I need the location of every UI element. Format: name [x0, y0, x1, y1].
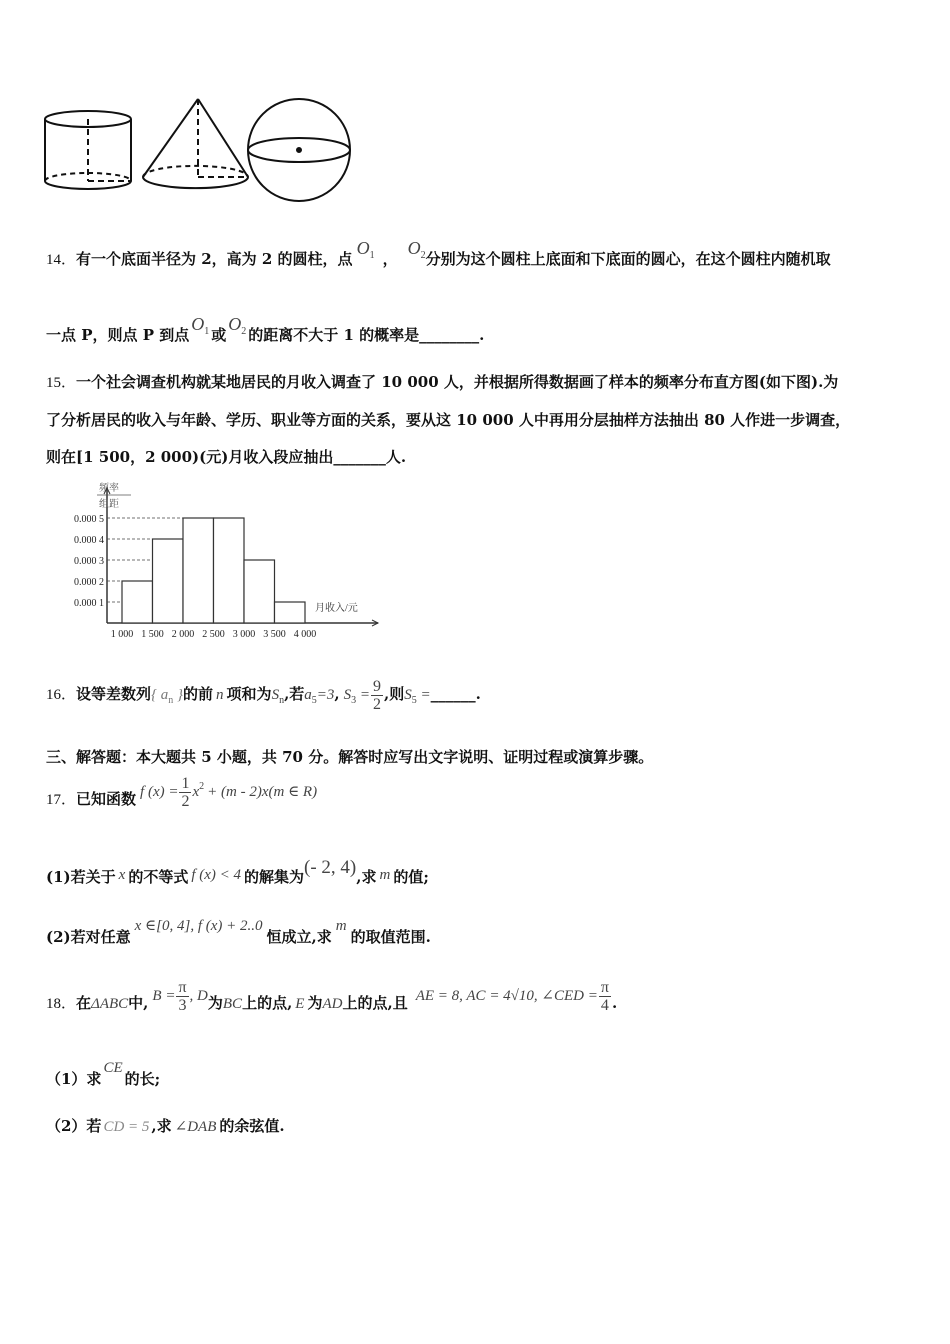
q18-line	[46, 978, 618, 1023]
q18-text-f: 上的点,且	[342, 994, 408, 1012]
q18-d: , D	[189, 988, 208, 1004]
q17-line	[46, 775, 317, 815]
y-tick-label: 0.000 5	[74, 514, 104, 525]
q17-p1-m: m	[379, 867, 391, 883]
q18-part2	[46, 1115, 285, 1136]
q15-line2: 了分析居民的收入与年龄、学历、职业等方面的关系，要从这 10 000 人中再用分层抽样方法抽出 80 人作进一步调查，	[46, 411, 851, 429]
q17-p2-cond: x ∈[0, 4], f (x) + 2..0	[134, 918, 263, 934]
q17-number: 17．	[46, 792, 77, 808]
q16-blank: ______.	[430, 685, 481, 703]
q16-number: 16．	[46, 687, 77, 703]
q17-p2-b: 恒成立,求	[266, 928, 332, 946]
q14-line2	[46, 314, 485, 347]
q17-p1-set: (- 2, 4)	[304, 857, 357, 878]
q17-f-rest: + (m - 2)x(m ∈ R)	[207, 784, 318, 800]
q14-line2-b: 的距离不大于 1 的概率是________.	[248, 326, 485, 344]
q16-s5: $S_5$ =	[404, 687, 431, 706]
y-label-top: 频率	[99, 483, 119, 494]
q16-text-a: 设等差数列	[76, 685, 152, 703]
q18-number: 18．	[46, 996, 77, 1012]
q16-line	[46, 676, 481, 712]
q14-line2-a: 一点 P，则点 P 到点	[46, 326, 190, 344]
q18-text-e: 为	[307, 994, 323, 1012]
q16-text-e: ,则	[384, 685, 405, 703]
q16-seq: { $a_n$ }	[151, 687, 184, 706]
q16-text-c: 项和为	[226, 685, 272, 703]
q18-text-a: 在	[76, 994, 92, 1012]
q14-o2: $O_2$	[407, 238, 426, 261]
q18-p1-a: （1）求	[46, 1070, 102, 1088]
q17-p1-b: 的不等式	[128, 868, 189, 886]
q16-text-d: ,若	[284, 685, 305, 703]
q17-p1-d: ,求	[356, 868, 377, 886]
q16-text-b: 的前	[183, 685, 214, 703]
q18-part1	[46, 1060, 161, 1089]
q14-number: 14．	[46, 252, 77, 268]
x-tick-label: 1 000	[110, 629, 134, 640]
q16-a5: $a_5=3$	[304, 687, 335, 706]
y-label-bottom: 组距	[99, 499, 119, 510]
q17-part2	[46, 918, 431, 947]
q17-p2-c: 的取值范围.	[350, 928, 431, 946]
q18-p2-cd: CD = 5	[103, 1119, 150, 1135]
q14-line1	[46, 238, 831, 271]
q15-line1-text: 一个社会调查机构就某地居民的月收入调查了 10 000 人，并根据所得数据画了样本的频率分布直方图(如下图).为	[76, 373, 839, 391]
q14-text-a: 有一个底面半径为 2，高为 2 的圆柱，点	[76, 250, 353, 268]
histogram-bar	[153, 539, 184, 623]
q15-number: 15．	[46, 375, 77, 391]
y-tick-label: 0.000 4	[74, 535, 104, 546]
q17-p2-m: m	[335, 918, 347, 934]
q18-text-c: 为	[207, 994, 223, 1012]
q17-text: 已知函数	[76, 790, 137, 808]
q17-f-lhs: f (x) =	[140, 784, 179, 800]
q14-o1-b: $O_1$	[191, 314, 210, 337]
solid-figures	[40, 95, 360, 205]
q18-tri: ΔABC	[91, 996, 129, 1012]
q16-fraction: $\frac{9}{2}$	[373, 677, 382, 713]
q17-p1-e: 的值;	[393, 868, 429, 886]
q18-p1-ce: CE	[103, 1060, 123, 1076]
x-label: 月收入/元	[315, 603, 358, 614]
q17-p1-a: (1)若关于	[46, 868, 116, 886]
q18-cond: AE = 8, AC = 4√10, ∠CED =	[415, 988, 598, 1004]
q17-part1	[46, 857, 429, 888]
q18-ad: AD	[322, 996, 343, 1012]
q15-line1	[46, 371, 838, 392]
q14-or: 或	[211, 326, 227, 344]
y-tick-label: 0.000 2	[74, 577, 104, 588]
histogram-bar	[275, 602, 306, 623]
q15-line3: 则在[1 500，2 000)(元)月收入段应抽出_______人.	[46, 448, 407, 466]
x-tick-label: 3 500	[263, 629, 286, 640]
q18-e: E	[295, 996, 305, 1012]
cone-figure	[143, 99, 248, 188]
q18-c-frac: $\frac{\pi}{4}$	[600, 978, 609, 1014]
q17-p1-ineq: f (x) < 4	[191, 867, 242, 883]
q16-comma: ,	[334, 685, 340, 703]
q18-end: .	[611, 994, 618, 1012]
cylinder-figure	[45, 111, 131, 189]
sphere-figure	[248, 99, 350, 201]
q18-b-frac: $\frac{\pi}{3}$	[178, 978, 187, 1014]
x-tick-label: 2 000	[171, 629, 195, 640]
histogram-bar	[214, 518, 245, 623]
q18-p2-b: ,求	[151, 1117, 172, 1135]
q16-s3: $S_3$ =	[343, 687, 371, 706]
q14-text-b: 分别为这个圆柱上底面和下底面的圆心，在这个圆柱内随机取	[425, 250, 831, 268]
histogram-bar	[244, 560, 275, 623]
q17-f-rhs: $x^2$	[192, 781, 205, 800]
q18-p2-ang: ∠DAB	[174, 1119, 217, 1135]
q18-p2-c: 的余弦值.	[219, 1117, 285, 1135]
histogram-bar	[122, 581, 153, 623]
q18-text-d: 上的点,	[242, 994, 293, 1012]
y-tick-label: 0.000 1	[74, 598, 104, 609]
q18-bc: BC	[222, 996, 243, 1012]
q17-p1-c: 的解集为	[244, 868, 305, 886]
q16-sn: $S_n$	[271, 687, 285, 706]
histogram-bar	[183, 518, 214, 623]
q18-b-eq: B =	[152, 988, 176, 1004]
q17-p1-x: x	[118, 867, 126, 883]
q14-sep: ，	[382, 250, 398, 268]
x-tick-label: 4 000	[293, 629, 317, 640]
q17-p2-a: (2)若对任意	[46, 928, 131, 946]
x-tick-label: 2 500	[202, 629, 225, 640]
section3-title: 三、解答题：本大题共 5 小题，共 70 分。解答时应写出文字说明、证明过程或演算步骤。	[46, 748, 654, 766]
q18-text-b: 中,	[128, 994, 149, 1012]
q18-p2-a: （2）若	[46, 1117, 102, 1135]
x-tick-label: 1 500	[141, 629, 164, 640]
q14-o1: $O_1$	[356, 238, 375, 261]
q18-p1-b: 的长;	[124, 1070, 161, 1088]
x-tick-label: 3 000	[232, 629, 256, 640]
q17-fraction: $\frac{1}{2}$	[181, 774, 190, 810]
q16-n: n	[216, 687, 224, 703]
q14-o2-b: $O_2$	[228, 314, 247, 337]
y-tick-label: 0.000 3	[74, 556, 104, 567]
frequency-histogram	[45, 482, 390, 642]
